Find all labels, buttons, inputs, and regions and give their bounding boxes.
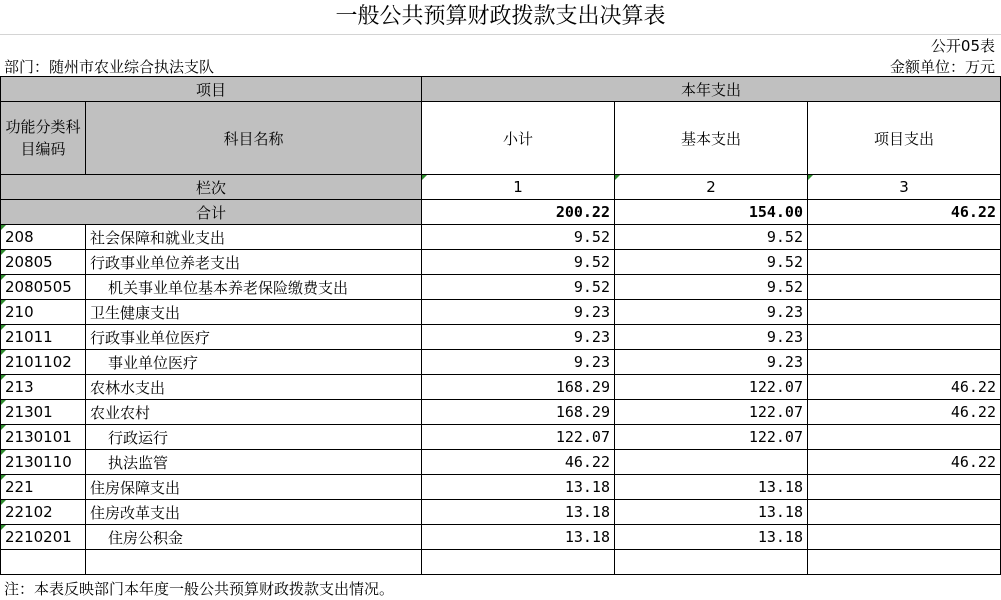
subtotal-cell: 9.23 [422,300,615,325]
subtotal-cell: 9.52 [422,225,615,250]
subject-name-cell: 机关事业单位基本养老保险缴费支出 [86,275,422,300]
basic-expense-cell: 122.07 [615,425,808,450]
total-project: 46.22 [808,200,1001,225]
cell-flag-icon [615,175,620,180]
expenditure-table [0,76,1001,575]
table-row [1,350,1001,375]
func-code-cell: 21301 [1,400,86,425]
header-current-year-expense: 本年支出 [422,77,1001,102]
subject-name-cell: 事业单位医疗 [86,350,422,375]
cell-flag-icon [1,275,6,280]
project-expense-cell [808,350,1001,375]
empty-cell [615,550,808,575]
subtotal-cell: 122.07 [422,425,615,450]
subtotal-cell: 13.18 [422,500,615,525]
cell-flag-icon [422,175,427,180]
header-func-code: 功能分类科目编码 [1,102,86,175]
footnote: 注：本表反映部门本年度一般公共预算财政拨款支出情况。 [4,580,395,598]
department-label: 部门：随州市农业综合执法支队 [4,58,215,76]
header-row-1 [1,77,1001,102]
basic-expense-cell: 9.23 [615,350,808,375]
table-row [1,275,1001,300]
subject-name-cell: 住房保障支出 [86,475,422,500]
func-code-cell: 2210201 [1,525,86,550]
cell-flag-icon [808,175,813,180]
cell-flag-icon [1,300,6,305]
total-row [1,200,1001,225]
table-row [1,225,1001,250]
basic-expense-cell: 13.18 [615,525,808,550]
cell-flag-icon [1,475,6,480]
project-expense-cell [808,475,1001,500]
header-subject-name: 科目名称 [86,102,422,175]
table-row [1,375,1001,400]
subtotal-cell: 46.22 [422,450,615,475]
project-expense-cell: 46.22 [808,450,1001,475]
header-project-expense: 项目支出 [808,102,1001,175]
empty-cell [422,550,615,575]
basic-expense-cell: 9.52 [615,275,808,300]
table-row [1,425,1001,450]
basic-expense-cell: 9.23 [615,300,808,325]
empty-cell [808,550,1001,575]
empty-cell [86,550,422,575]
cell-flag-icon [1,425,6,430]
cell-flag-icon [1,350,6,355]
total-label: 合计 [1,200,422,225]
subject-name-cell: 农业农村 [86,400,422,425]
table-row [1,250,1001,275]
basic-expense-cell: 9.52 [615,225,808,250]
project-expense-cell [808,325,1001,350]
cell-flag-icon [1,500,6,505]
project-expense-cell [808,500,1001,525]
table-row [1,300,1001,325]
table-row [1,400,1001,425]
func-code-cell: 221 [1,475,86,500]
table-row [1,450,1001,475]
project-expense-cell [808,525,1001,550]
func-code-cell: 22102 [1,500,86,525]
basic-expense-cell: 122.07 [615,375,808,400]
column-number-row [1,175,1001,200]
column-number-label: 栏次 [1,175,422,200]
unit-label: 金额单位：万元 [889,58,995,76]
project-expense-cell [808,300,1001,325]
header-subtotal: 小计 [422,102,615,175]
subject-name-cell: 农林水支出 [86,375,422,400]
total-subtotal: 200.22 [422,200,615,225]
func-code-cell: 210 [1,300,86,325]
header-item: 项目 [1,77,422,102]
subtotal-cell: 13.18 [422,475,615,500]
project-expense-cell: 46.22 [808,375,1001,400]
column-number-3: 3 [808,175,1001,200]
cell-flag-icon [1,450,6,455]
subtotal-cell: 9.52 [422,250,615,275]
basic-expense-cell [615,450,808,475]
project-expense-cell [808,275,1001,300]
column-number-2: 2 [615,175,808,200]
subject-name-cell: 执法监管 [86,450,422,475]
subject-name-cell: 住房改革支出 [86,500,422,525]
project-expense-cell [808,225,1001,250]
cell-flag-icon [1,250,6,255]
func-code-cell: 213 [1,375,86,400]
subject-name-cell: 行政事业单位医疗 [86,325,422,350]
empty-row [1,550,1001,575]
subject-name-cell: 行政运行 [86,425,422,450]
table-row [1,525,1001,550]
column-number-1: 1 [422,175,615,200]
func-code-cell: 21011 [1,325,86,350]
subtotal-cell: 168.29 [422,400,615,425]
empty-cell [1,550,86,575]
cell-flag-icon [1,325,6,330]
header-basic-expense: 基本支出 [615,102,808,175]
func-code-cell: 208 [1,225,86,250]
subject-name-cell: 社会保障和就业支出 [86,225,422,250]
table-row [1,475,1001,500]
header-row-2 [1,102,1001,175]
subtotal-cell: 9.52 [422,275,615,300]
func-code-cell: 20805 [1,250,86,275]
subtotal-cell: 9.23 [422,325,615,350]
cell-flag-icon [1,525,6,530]
project-expense-cell [808,425,1001,450]
basic-expense-cell: 122.07 [615,400,808,425]
table-row [1,325,1001,350]
basic-expense-cell: 13.18 [615,475,808,500]
subtotal-cell: 9.23 [422,350,615,375]
form-number: 公开05表 [930,37,995,55]
total-basic: 154.00 [615,200,808,225]
table-row [1,500,1001,525]
subtotal-cell: 13.18 [422,525,615,550]
func-code-cell: 2101102 [1,350,86,375]
func-code-cell: 2130101 [1,425,86,450]
subject-name-cell: 行政事业单位养老支出 [86,250,422,275]
sheet-title: 一般公共预算财政拨款支出决算表 [0,0,1001,35]
cell-flag-icon [1,400,6,405]
cell-flag-icon [1,375,6,380]
subject-name-cell: 卫生健康支出 [86,300,422,325]
subject-name-cell: 住房公积金 [86,525,422,550]
func-code-cell: 2080505 [1,275,86,300]
subtotal-cell: 168.29 [422,375,615,400]
project-expense-cell: 46.22 [808,400,1001,425]
cell-flag-icon [1,225,6,230]
func-code-cell: 2130110 [1,450,86,475]
project-expense-cell [808,250,1001,275]
basic-expense-cell: 9.52 [615,250,808,275]
basic-expense-cell: 9.23 [615,325,808,350]
basic-expense-cell: 13.18 [615,500,808,525]
